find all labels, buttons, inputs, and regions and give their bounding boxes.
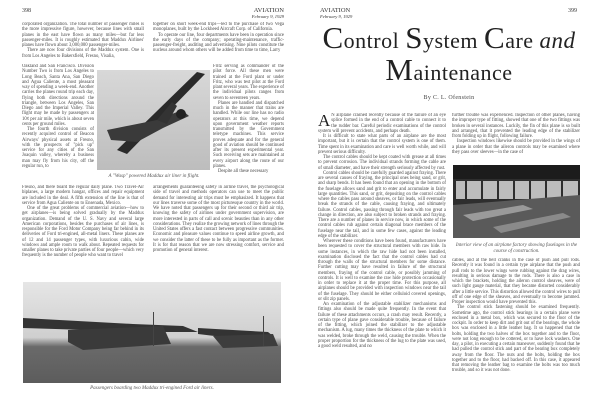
text-block	[213, 64, 284, 185]
text-block	[153, 185, 284, 259]
paragraph: To operate our line, four departments have been in operation since the early days of the company; operating-maintenance, traffic-passenger-freight, auditing and advertising. Nine pilots constitute the nucleus around whom others will be added from time to time, Larry	[153, 32, 284, 54]
paragraph: Wherever these conditions have been found, manufacturers have been requested to cover the structural members with raw hide. In some instances, in which the raw hide had not been installed, examination disclosed the fact that the control cables had cut through the walls of the structural members for some distance. Further cutting may have resulted in failure of the structural members, fraying of the control cable, or possibly jamming of controls. It is well to examine the raw hide protection occasionally in order to replace it at the proper time. For this purpose, all airplanes should be provided with inspection windows near the tail of the fuselage. They should be either celluloid covered openings, or slit zip panels.	[318, 239, 446, 302]
title-initial: C	[322, 20, 344, 55]
title-initial: M	[385, 52, 414, 87]
photo-caption: Passengers boarding two Maddux tri-engined Ford air liners.	[90, 386, 214, 391]
paragraph: The fourth division consists of recently acquired control of Beacon Airways' physical assets at Fresno, with the prospects of "pick up" service for any cities of the San Joaquin valley, whereby a business man may fly from his city, off the regular run, to	[22, 127, 94, 169]
photo-caption: A "Wasp" powered Maddux air liner in flight.	[108, 174, 200, 179]
page-number-left: 398	[22, 8, 31, 14]
paragraph: One of the great problems of commercial aviation—how to get airplanes—is being solved gradually by the Maddux organization. Demand of the U. S. Navy and several large American corporations, besides the purchases of air lines, is responsible for the Ford Motor Company being far behind in its deliveries of Ford tri-engined, all-metal liners. These planes are of 12 and 14 passenger types, with luxurious cabin, wide windows and ample room to walk about. Repeated requests for smaller planes to take private parties of four people—which very frequently is the number of people who want to travel	[22, 206, 144, 259]
title-word: are	[505, 28, 540, 53]
issue-date: February 9, 1929	[251, 14, 284, 19]
photo-plane-in-flight	[97, 70, 210, 170]
running-header-left	[240, 8, 284, 20]
paragraph: There are now four divisions of the Maddux system. One is from Los Angeles to Bakersfield, Fresno, Visalia,	[22, 48, 144, 59]
text-block	[452, 258, 580, 391]
text-block	[318, 113, 446, 391]
text-block	[22, 185, 144, 259]
paragraph: Fritz serving as commander of the pilot force. All these men were trained at the Ford plant or under Fritz, who was test pilot at the Ford plant several years. The experience of the individual pilots ranges from seven to seventeen years.	[213, 64, 284, 101]
magazine-name: AVIATION	[253, 7, 284, 14]
paragraph: The control cables should be kept coated with grease at all times to prevent corrosion. The individual strands forming the cable are of small diameter, and have their strength seriously affected by rust.	[318, 155, 446, 171]
paragraph: Planes are handled and dispatched much in the manner that trains are handled. While our line has no radio operators at this time, we depend upon government weather reports transmitted by the Government teletype machines. This service proves adequate and for the general good of aviation should be continued after its present experimental year. Such receiving sets are maintained at every airport along the route of our planes.	[213, 100, 284, 169]
photo-factory-interior	[453, 165, 580, 238]
paragraph: Fresno, and there board the regular daily plane. Two Travel-Air biplanes, a large modern hangar, offices and repair equipment are included in the deal. A fifth extension of the line is that of service from Agua Caliente on to Ensenada, Mexico.	[22, 185, 144, 206]
paragraph: cables, and at the bell cranks in the case of push and pull rods. Recently it was found in a certain type airplane that the push and pull rods to the lower wings were rubbing against the drag wires, resulting in serious damage to the rods. There is also a case in which the brackets, holding the aileron control sheaves, were of such light gauge material, that they became distorted considerably after a little service. This distortion allowed the control wires to pull off of one edge of the sheaves, and eventually to become jammed. Proper inspection would have prevented this.	[452, 258, 580, 305]
paragraph: Despite all these necessary	[218, 169, 269, 174]
paragraph: Oakland and San Francisco. Division Number Two is from Los Angeles to Long Beach, Santa Ana, San Diego and Agua Caliente, a most pleasant way of spending a week-end. Another carries the planes round trip each day, flying both directions around the triangle, between Los Angeles, San Diego and the Imperial Valley. This flight may be made by passengers at 10¢ per air mile, which is about seven cents per ground miles.	[22, 64, 94, 127]
issue-date: February 9, 1929	[320, 14, 353, 19]
article-title-line2	[318, 52, 580, 88]
text-block	[22, 22, 144, 64]
title-word: aintenance	[413, 60, 513, 85]
paragraph: Control cables should be carefully guarded against fraying. There are several causes of fraying, the principal ones being sand, or grit, and sharp bends. It has been found that an opening in the bottom of the fuselage allows sand and grit to enter and accumulate in fairly large quantities. This sand, or grit, depositing on the control cables where the cables pass around sheaves, or fair leads, will eventually break the strands of the cable, causing fraying, and ultimately failure. Control cables, passing through fair leads with too great a change in direction, are also subject to broken strands and fraying. There are a number of planes in service now, in which some of the control cables rub against certain diagonal brace members of the fuselage near the tail, and in some few cases, against the leading edge of the stabilizer.	[318, 170, 446, 239]
paragraph: It is difficult to state what parts of an airplane are the most important, but it is certain that the control system is one of them. Time spent in its examination and care is well worth while, and will prevent serious difficulty.	[318, 134, 446, 155]
article-title-line1	[318, 20, 580, 56]
byline: By C. L. Ofenstein	[423, 95, 475, 101]
paragraphs	[318, 113, 446, 349]
page-number-right: 399	[568, 8, 577, 14]
paragraph: further trouble was experienced. Inspection of other planes, having the improper type of fitting, showed that one of the two fittings was broken in several instances. Luckily, the fin of this plane is so built and arranged, that it prevented the leading edge of the stabilizer from folding up in flight, following failure.	[452, 113, 580, 139]
title-word: ontrol	[343, 28, 406, 53]
paragraph: arrangements guaranteeing safety in airline travel, the psychological side of travel and methods operators can use to meet the public demand for interesting air trips must be emphasized. It happens that our lines traverse some of the most picturesque country in the world. We have noted that passengers up for their second or third air trip, knowing the safety of airlines under government supervision, are more interested in parts of call and scenic beauties than in any other considerations. They realize the growing network of lines through the United States offers a fast contact between progressive communities. Economic and pleasure values continue to speed airline growth, and we consider the latter of these to be fully as important as the former. It is for that reason that we are now stressing comfort, service and promotion of general interest.	[153, 185, 284, 253]
title-word: and	[539, 28, 576, 53]
paragraph: The control stick fastening should be examined frequently. Sometime ago, the control stick bearings in a certain plane were enclosed in a metal box, which was secured to the floor of the cockpit. In order to keep dirt and grit out of the bearings, the whole box was enclosed in a little leather bag. It so happened that the bolts, holding the two halves of the box together and to the floor, were not long enough to be cottered, or to have lock washers. One day, a pilot, in executing a certain maneuver, suddenly found that he had pulled the control stick and part of the bearing box completely away from the floor. The nuts and the bolts, holding the box together and to the floor, had backed off. In this case, it appeared that removing the leather bag to examine the bolts was too much trouble, and so it was not done.	[452, 305, 580, 374]
photo-caption: Interior view of an airplane factory showing fuselages in the course of construction.	[455, 243, 578, 254]
paragraph: together on short week-end trips—led to the purchase of two Vega monoplanes, built by the Lockheed Aircraft Corp. of California.	[153, 22, 284, 33]
drop-cap: A	[318, 113, 331, 130]
title-initial: S	[405, 20, 423, 55]
running-header-right	[320, 8, 352, 20]
paragraph: N airplane crashed recently because of the failure of an eye splice formed in the end of a control cable to connect it to the rudder bar. Careful periodic examinations of the control system will prevent accidents, and perhaps death.	[318, 113, 446, 134]
text-block	[153, 22, 284, 64]
paragraph: An examination of the adjustable stabilizer mechanisms and fittings also should be made quite frequently. In the event that failure of these attachments occurs, a crash may result. Recently, a certain type of plane gave considerable trouble, because of failure of the fitting, which joined the stabilizer to the adjustable mechanism. A lug, many times the thickness of the plate to which it was welded, broke through the weld, causing the trouble. When the proper proportion for the thickness of the lug to the plate was used, a good weld resulted, and no	[318, 302, 446, 349]
photo-planes-boarding	[23, 282, 281, 383]
title-word: ystem	[422, 28, 484, 53]
title-initial: C	[484, 20, 506, 55]
text-block	[452, 113, 580, 161]
magazine-name: AVIATION	[320, 7, 351, 14]
text-block	[22, 64, 94, 185]
paragraph: corporated organization. The total number of passenger miles is the more impressive figure, however, because lines with small planes in the east have flown as many miles—but far less passenger-miles. It is roughly estimated that Maddux Airlines' planes have flown about 3,000,000 passenger-miles.	[22, 22, 144, 48]
paragraph: Inspection windows likewise should be provided in the wings of a plane in order that the aileron controls may be examined where they pass over sleeves—in the case of	[452, 139, 580, 155]
